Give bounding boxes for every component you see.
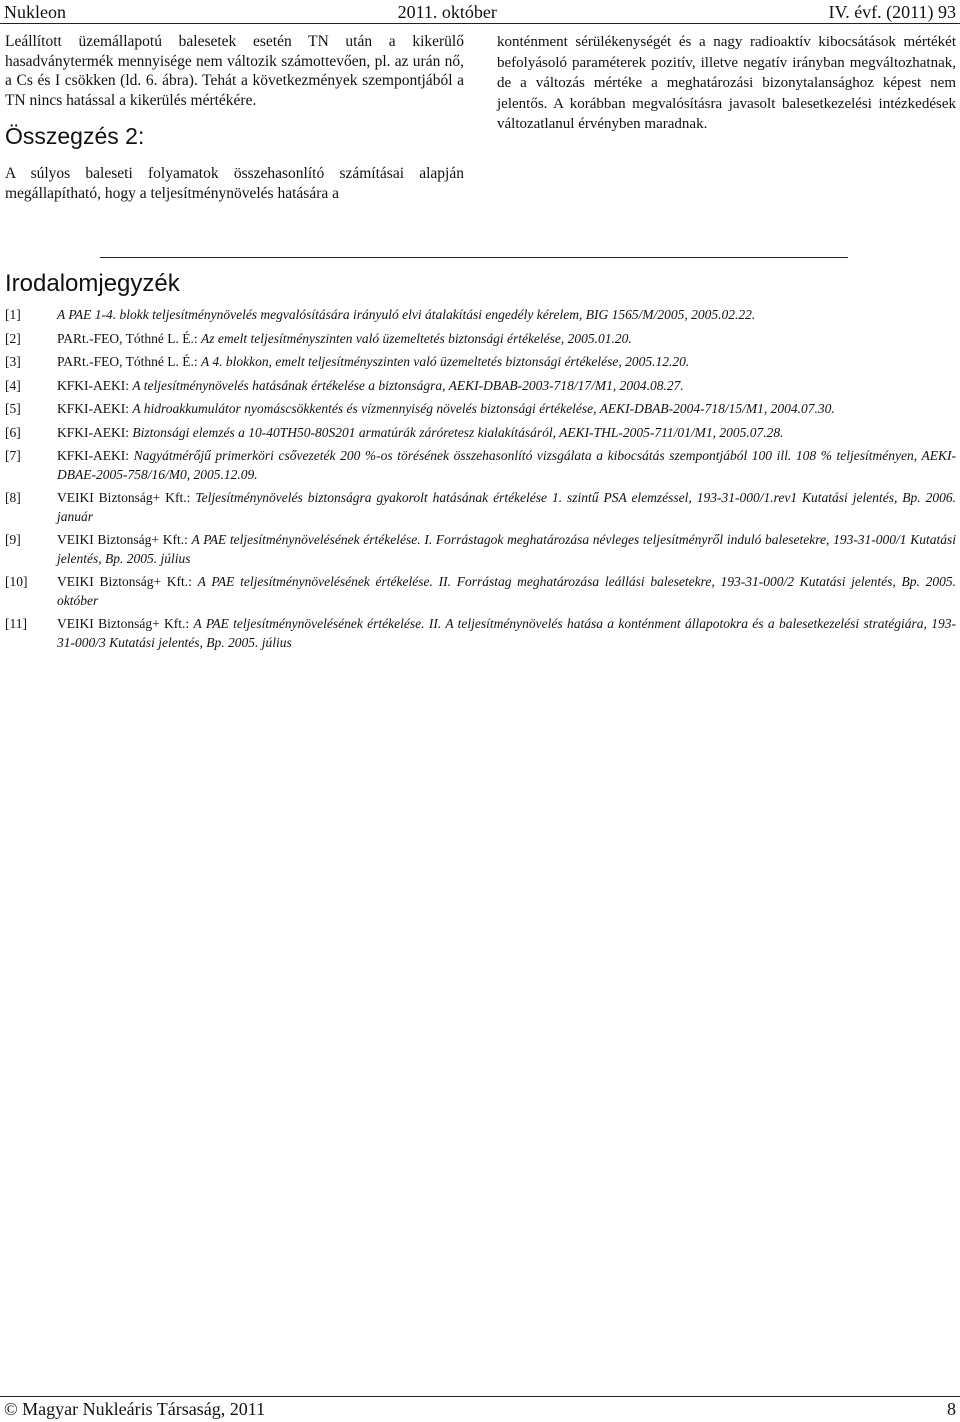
reference-number: [10]: [5, 574, 28, 589]
reference-text: PARt.-FEO, Tóthné L. É.: A 4. blokkon, emelt teljesítményszinten való üzemeltetés biztonsági értékelése, 2005.12.20.: [57, 354, 690, 369]
reference-text: VEIKI Biztonság+ Kft.: A PAE teljesítménynövelésének értékelése. I. Forrástagok meghatározása névleges teljesítményről induló balesetekre, 193-31-000/1 Kutatási jelentés, Bp. 2005. július: [57, 532, 957, 566]
reference-number: [7]: [5, 448, 21, 463]
section-separator: [100, 257, 848, 258]
reference-text: KFKI-AEKI: Nagyátmérőjű primerköri csővezeték 200 %-os törésének összehasonlító vizsgálata a kibocsátás szempontjából 100 ill. 108 % teljesítményen, AEKI-DBAE-2005-758/16/M0, 2005.12.09.: [57, 448, 956, 482]
reference-item: [5, 615, 956, 652]
reference-item: [5, 573, 956, 610]
reference-text: KFKI-AEKI: Biztonsági elemzés a 10-40TH50-80S201 armatúrák záróretesz kialakításáról, AEKI-THL-2005-711/01/M1, 2005.07.28.: [57, 424, 784, 440]
references-heading: Irodalomjegyzék: [5, 270, 180, 297]
references-list: [5, 306, 956, 657]
reference-text: PARt.-FEO, Tóthné L. É.: Az emelt teljesítményszinten való üzemeltetés biztonsági értékelése, 2005.01.20.: [57, 330, 632, 346]
right-column: [497, 32, 956, 135]
reference-number: [6]: [5, 424, 21, 440]
page-footer: [0, 1396, 960, 1422]
page-number: 8: [947, 1399, 956, 1419]
reference-item: [5, 424, 956, 443]
left-column: [5, 32, 464, 204]
page-header: [0, 0, 960, 24]
reference-number: [8]: [5, 490, 21, 505]
summary-heading: Összegzés 2:: [5, 123, 145, 150]
reference-number: [9]: [5, 532, 21, 547]
copyright-notice: © Magyar Nukleáris Társaság, 2011: [4, 1399, 266, 1419]
reference-text: A PAE 1-4. blokk teljesítménynövelés megvalósítására irányuló elvi átalakítási engedély kérelem, BIG 1565/M/2005, 2005.02.22.: [57, 307, 756, 322]
reference-number: [4]: [5, 377, 21, 393]
reference-item: [5, 353, 956, 372]
reference-text: VEIKI Biztonság+ Kft.: A PAE teljesítménynövelésének értékelése. II. Forrástag meghatározása leállási balesetekre, 193-31-000/2 Kutatási jelentés, Bp. 2005. október: [57, 574, 956, 608]
reference-item: [5, 330, 956, 349]
reference-number: [11]: [5, 616, 27, 631]
reference-number: [3]: [5, 354, 21, 369]
reference-text: VEIKI Biztonság+ Kft.: A PAE teljesítménynövelésének értékelése. II. A teljesítménynövelés hatása a konténment állapotokra és a balesetkezelési stratégiára, 193-31-000/3 Kutatási jelentés, Bp. 2005. július: [57, 616, 956, 650]
reference-item: [5, 447, 956, 484]
paragraph-summary: A súlyos baleseti folyamatok összehasonlító számításai alapján megállapítható, hogy a teljesítménynövelés hatására a: [5, 165, 464, 202]
paragraph-shutdown-accidents: Leállított üzemállapotú balesetek esetén TN után a kikerülő hasadványtermék mennyisége nem változik számottevően, pl. az urán nő, a Cs és I csökken (ld. 6. ábra). Tehát a következmények szempontjából a TN nincs hatással a kikerülés mértékére.: [5, 33, 464, 109]
reference-number: [5]: [5, 401, 21, 416]
issue-date: 2011. október: [397, 2, 497, 22]
reference-text: KFKI-AEKI: A teljesítménynövelés hatásának értékelése a biztonságra, AEKI-DBAB-2003-718/17/M1, 2004.08.27.: [57, 377, 684, 393]
reference-item: [5, 489, 956, 526]
reference-number: [2]: [5, 330, 21, 346]
paragraph-containment: konténment sérülékenységét és a nagy radioaktív kibocsátások mértékét befolyásoló paraméterek pozitív, illetve negatív irányban megváltozhatnak, de a változás mértéke a meghatározási bizonytalansághoz képest nem jelentős. A korábban megvalósításra javasolt balesetkezelési intézkedések változatlanul érvényben maradnak.: [497, 34, 956, 133]
volume-info: IV. évf. (2011) 93: [828, 2, 956, 22]
reference-number: [1]: [5, 307, 21, 322]
reference-item: [5, 400, 956, 419]
reference-item: [5, 377, 956, 396]
journal-name: Nukleon: [4, 2, 66, 22]
reference-item: [5, 306, 956, 325]
reference-text: VEIKI Biztonság+ Kft.: Teljesítménynövelés biztonságra gyakorolt hatásának értékelése 1. szintű PSA elemzéssel, 193-31-000/1.rev1 Kutatási jelentés, Bp. 2006. január: [57, 490, 956, 524]
reference-text: KFKI-AEKI: A hidroakkumulátor nyomáscsökkentés és vízmennyiség növelés biztonsági értékelése, AEKI-DBAB-2004-718/15/M1, 2004.07.30.: [57, 401, 835, 416]
reference-item: [5, 531, 956, 568]
